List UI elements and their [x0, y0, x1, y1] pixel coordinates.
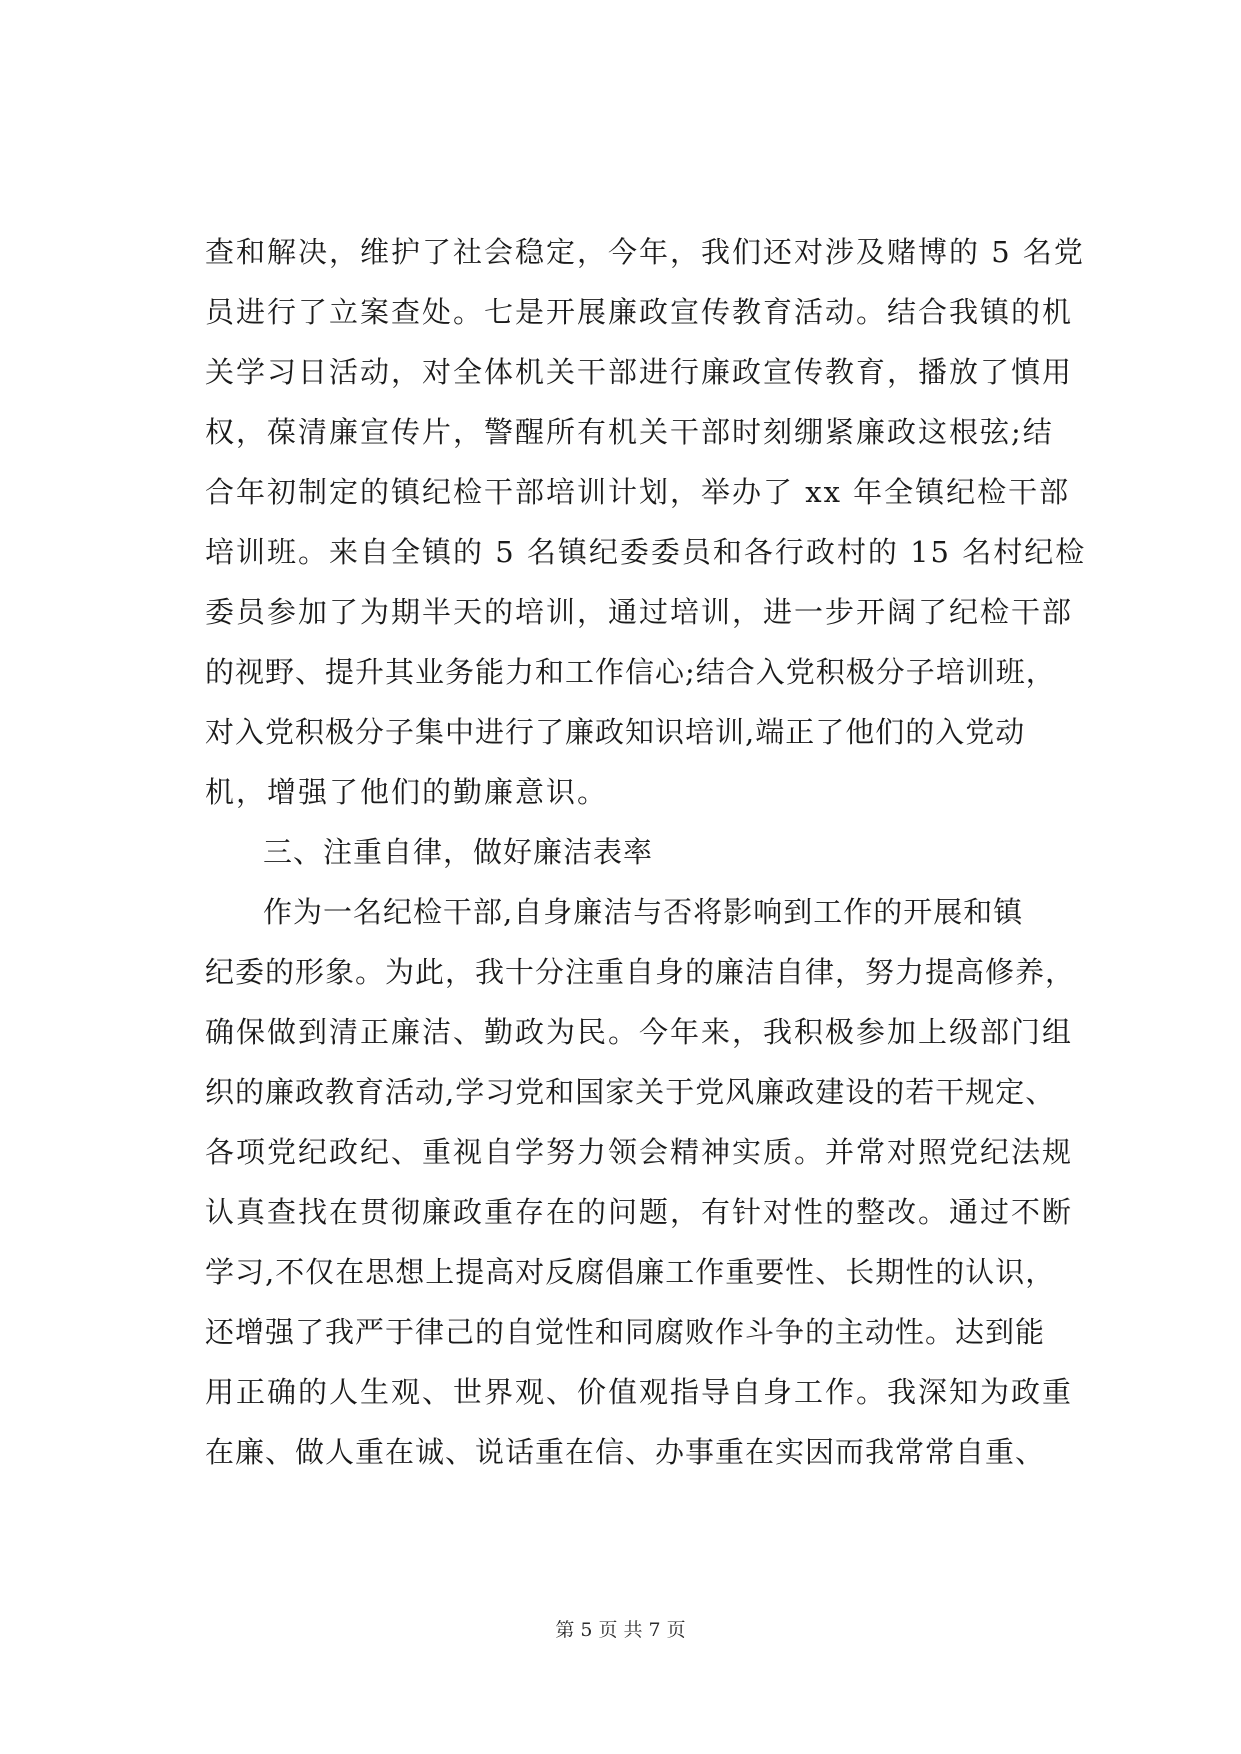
body-line: 员进行了立案查处。七是开展廉政宣传教育活动。结合我镇的机 [205, 295, 1074, 329]
document-body [205, 222, 1105, 1482]
body-line: 各项党纪政纪、重视自学努力领会精神实质。并常对照党纪法规 [205, 1135, 1074, 1169]
body-line: 认真查找在贯彻廉政重存在的问题，有针对性的整改。通过不断 [205, 1195, 1074, 1229]
body-line: 委员参加了为期半天的培训，通过培训，进一步开阔了纪检干部 [205, 595, 1074, 629]
page-number-footer: 第 5 页 共 7 页 [555, 1619, 686, 1641]
body-line: 学习,不仅在思想上提高对反腐倡廉工作重要性、长期性的认识， [205, 1255, 1056, 1289]
paragraph-first-line: 作为一名纪检干部,自身廉洁与否将影响到工作的开展和镇 [263, 895, 1024, 929]
body-line: 纪委的形象。为此，我十分注重自身的廉洁自律，努力提高修养， [205, 955, 1076, 989]
body-line: 织的廉政教育活动,学习党和国家关于党风廉政建设的若干规定、 [205, 1075, 1056, 1109]
body-line: 用正确的人生观、世界观、价值观指导自身工作。我深知为政重 [205, 1375, 1074, 1409]
body-line: 在廉、做人重在诚、说话重在信、办事重在实因而我常常自重、 [205, 1435, 1046, 1469]
body-line: 培训班。来自全镇的 5 名镇纪委委员和各行政村的 15 名村纪检 [205, 535, 1087, 569]
body-line: 的视野、提升其业务能力和工作信心;结合入党积极分子培训班， [205, 655, 1056, 689]
body-line: 合年初制定的镇纪检干部培训计划，举办了 xx 年全镇纪检干部 [205, 475, 1071, 509]
body-line: 关学习日活动，对全体机关干部进行廉政宣传教育，播放了慎用 [205, 355, 1074, 389]
body-line: 确保做到清正廉洁、勤政为民。今年来，我积极参加上级部门组 [205, 1015, 1074, 1049]
body-line: 还增强了我严于律己的自觉性和同腐败作斗争的主动性。达到能 [205, 1315, 1046, 1349]
body-line: 查和解决，维护了社会稳定，今年，我们还对涉及赌博的 5 名党 [205, 235, 1085, 269]
body-line: 机，增强了他们的勤廉意识。 [205, 775, 609, 809]
body-line: 对入党积极分子集中进行了廉政知识培训,端正了他们的入党动 [205, 715, 1026, 749]
section-heading: 三、注重自律，做好廉洁表率 [263, 835, 654, 869]
body-line: 权，葆清廉宣传片，警醒所有机关干部时刻绷紧廉政这根弦;结 [205, 415, 1054, 449]
